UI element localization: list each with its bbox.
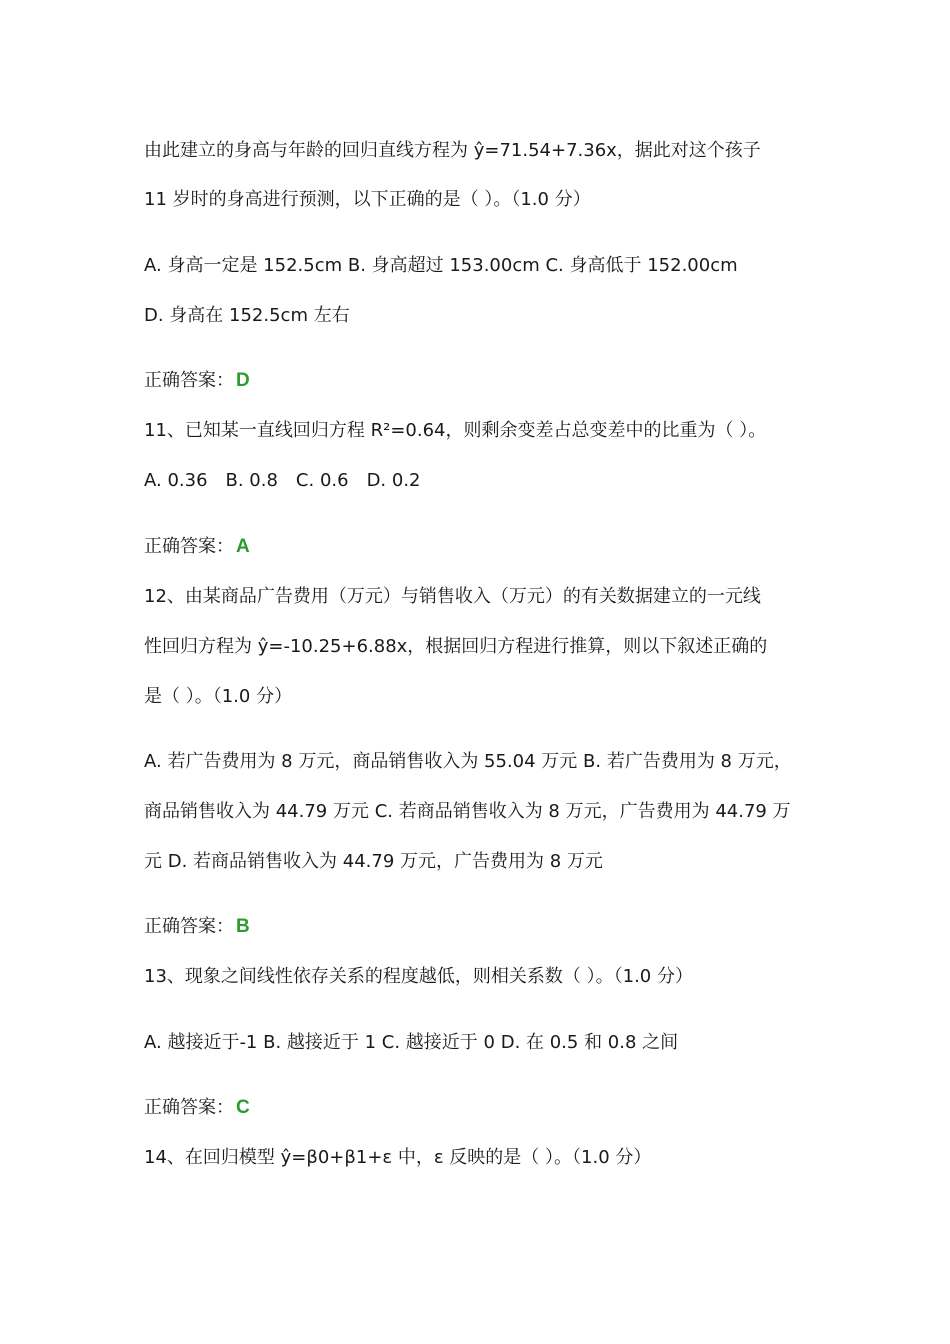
answer-row-11 (144, 535, 250, 559)
question-10-options-line-1: A. 身高一定是 152.5cm B. 身高超过 153.00cm C. 身高低于 152.00cm (144, 255, 738, 276)
question-12-stem-line-1: 12、由某商品广告费用（万元）与销售收入（万元）的有关数据建立的一元线 (144, 586, 761, 607)
question-10-stem-line-1: 由此建立的身高与年龄的回归直线方程为 ŷ=71.54+7.36x，据此对这个孩子 (144, 140, 761, 161)
answer-label: 正确答案： (144, 536, 234, 557)
answer-value: D (236, 370, 250, 391)
answer-label: 正确答案： (144, 1097, 234, 1118)
answer-label: 正确答案： (144, 370, 234, 391)
answer-value: A (236, 536, 250, 557)
question-12-options-line-3: 元 D. 若商品销售收入为 44.79 万元，广告费用为 8 万元 (144, 851, 603, 872)
question-12-stem-line-2: 性回归方程为 ŷ=-10.25+6.88x，根据回归方程进行推算，则以下叙述正确的 (144, 636, 768, 657)
question-11-options: A. 0.36 B. 0.8 C. 0.6 D. 0.2 (144, 470, 421, 491)
answer-row-12 (144, 915, 250, 939)
answer-value: C (236, 1097, 250, 1118)
answer-row-10 (144, 369, 250, 393)
question-10-options-line-2: D. 身高在 152.5cm 左右 (144, 305, 350, 326)
answer-label: 正确答案： (144, 916, 234, 937)
question-10-stem-line-2: 11 岁时的身高进行预测，以下正确的是（ ）。（1.0 分） (144, 189, 591, 210)
question-13-stem: 13、现象之间线性依存关系的程度越低，则相关系数（ ）。（1.0 分） (144, 966, 693, 987)
question-14-stem: 14、在回归模型 ŷ=β0+β1+ε 中，ε 反映的是（ ）。（1.0 分） (144, 1147, 652, 1168)
question-12-options-line-1: A. 若广告费用为 8 万元，商品销售收入为 55.04 万元 B. 若广告费用为 8 万元， (144, 751, 792, 772)
answer-row-13 (144, 1096, 250, 1120)
question-12-stem-line-3: 是（ ）。（1.0 分） (144, 686, 293, 707)
question-13-options: A. 越接近于-1 B. 越接近于 1 C. 越接近于 0 D. 在 0.5 和 0.8 之间 (144, 1032, 679, 1053)
answer-value: B (236, 916, 250, 937)
question-11-stem: 11、已知某一直线回归方程 R²=0.64，则剩余变差占总变差中的比重为（ ）。 (144, 420, 767, 441)
question-12-options-line-2: 商品销售收入为 44.79 万元 C. 若商品销售收入为 8 万元，广告费用为 44.79 万 (144, 801, 791, 822)
